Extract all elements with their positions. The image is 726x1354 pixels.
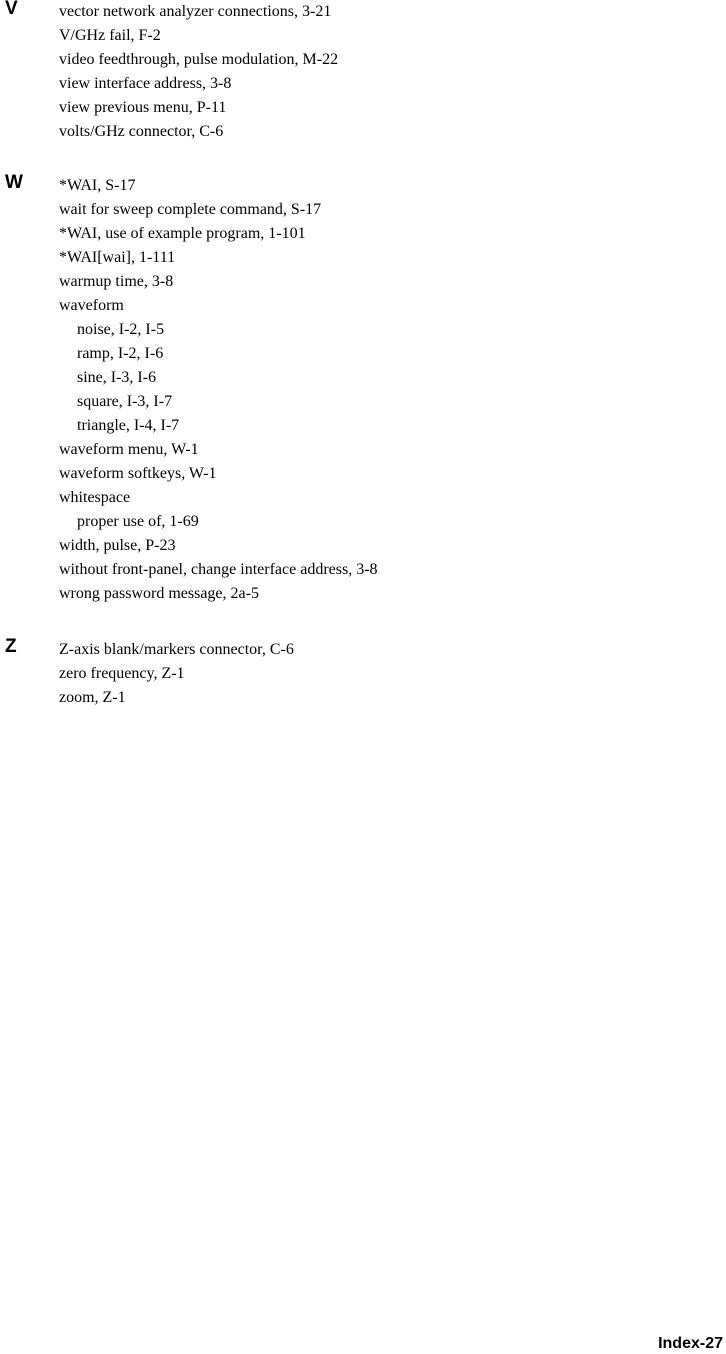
index-entry-list bbox=[59, 174, 378, 606]
index-entry: zoom, Z-1 bbox=[59, 689, 126, 706]
section-letter: W bbox=[5, 172, 23, 193]
index-subentry: square, I-3, I-7 bbox=[77, 393, 173, 410]
index-entry: *WAI, use of example program, 1-101 bbox=[59, 225, 306, 242]
index-entry: waveform softkeys, W-1 bbox=[59, 465, 217, 482]
index-entry: waveform bbox=[59, 297, 124, 314]
index-entry: volts/GHz connector, C-6 bbox=[59, 123, 224, 140]
index-subentry: noise, I-2, I-5 bbox=[77, 321, 165, 338]
index-entry: Z-axis blank/markers connector, C-6 bbox=[59, 641, 294, 658]
index-entry: wrong password message, 2a-5 bbox=[59, 585, 259, 602]
section-letter: Z bbox=[5, 636, 17, 657]
index-entry: warmup time, 3-8 bbox=[59, 273, 174, 290]
index-entry: waveform menu, W-1 bbox=[59, 441, 199, 458]
index-subentry: proper use of, 1-69 bbox=[77, 513, 199, 530]
index-entry: *WAI, S-17 bbox=[59, 177, 136, 194]
index-subentry: sine, I-3, I-6 bbox=[77, 369, 157, 386]
index-entry: view previous menu, P-11 bbox=[59, 99, 227, 116]
index-entry: vector network analyzer connections, 3-21 bbox=[59, 3, 332, 20]
index-entry: width, pulse, P-23 bbox=[59, 537, 176, 554]
index-entry: *WAI[wai], 1-111 bbox=[59, 249, 176, 266]
index-entry-list bbox=[59, 0, 338, 144]
index-entry: wait for sweep complete command, S-17 bbox=[59, 201, 322, 218]
index-subentry: ramp, I-2, I-6 bbox=[77, 345, 164, 362]
page-number: Index-27 bbox=[658, 1335, 723, 1352]
index-entry-list bbox=[59, 638, 294, 710]
index-entry: V/GHz fail, F-2 bbox=[59, 27, 161, 44]
index-entry: without front-panel, change interface address, 3-8 bbox=[59, 561, 378, 578]
index-subentry: triangle, I-4, I-7 bbox=[77, 417, 180, 434]
index-entry: view interface address, 3-8 bbox=[59, 75, 232, 92]
index-entry: whitespace bbox=[59, 489, 131, 506]
index-entry: zero frequency, Z-1 bbox=[59, 665, 185, 682]
index-entry: video feedthrough, pulse modulation, M-22 bbox=[59, 51, 339, 68]
section-letter: V bbox=[5, 0, 18, 19]
